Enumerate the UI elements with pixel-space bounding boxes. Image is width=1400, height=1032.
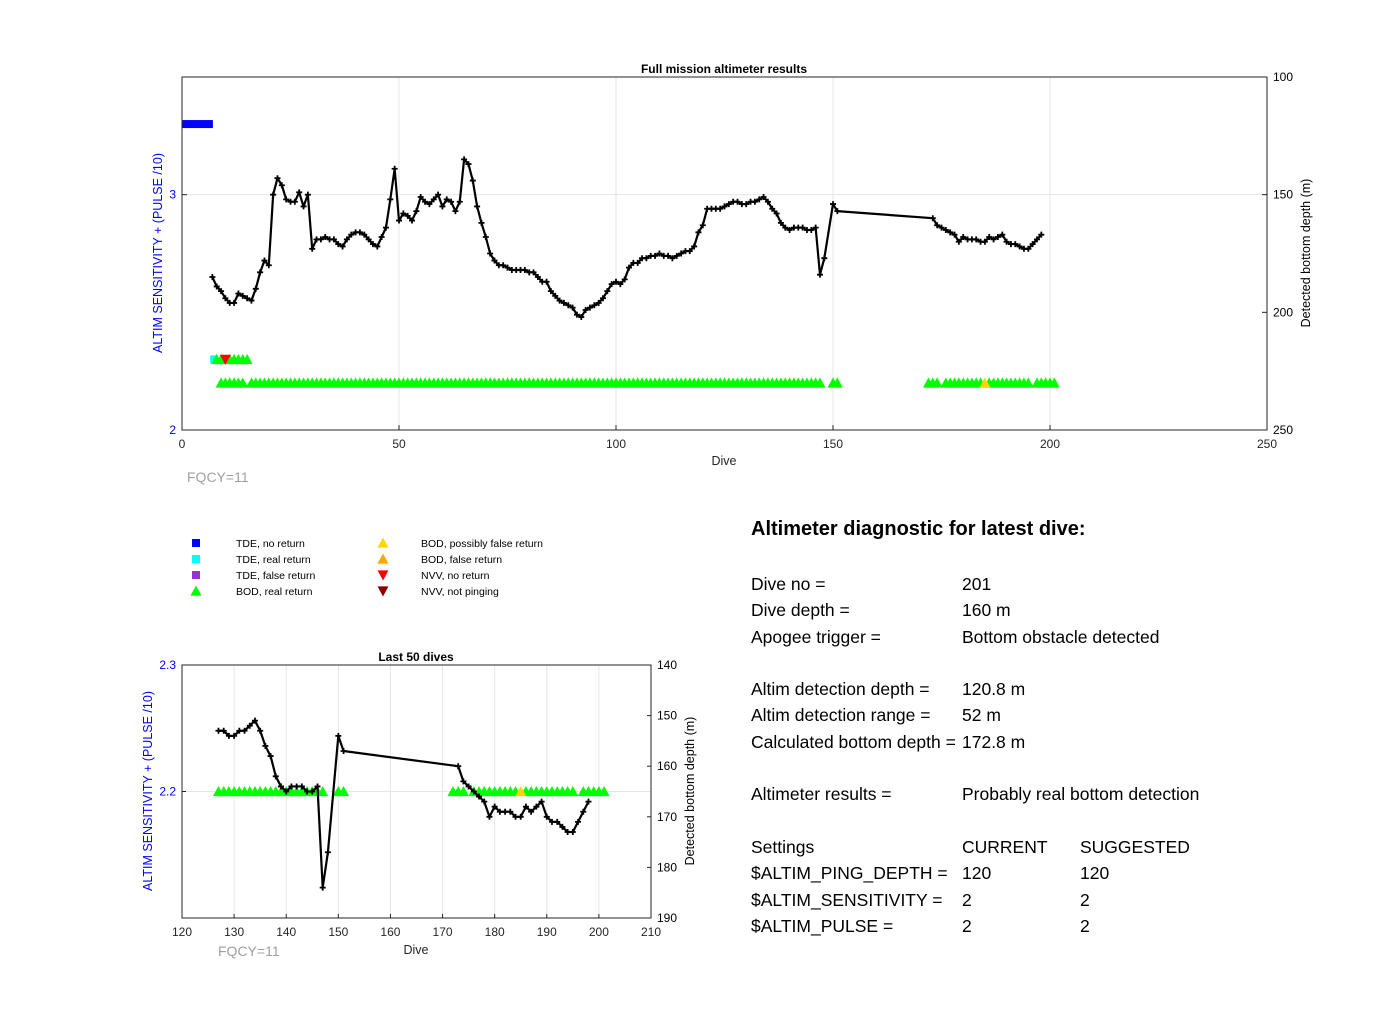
x-tick-label: 170: [432, 925, 453, 939]
diag-row-detection-depth: [751, 676, 1371, 702]
diag-value: 120.8 m: [962, 679, 1026, 700]
top-chart-title: Full mission altimeter results: [640, 62, 808, 76]
legend-triangle-down-icon: [378, 586, 389, 596]
x-tick-label: 150: [328, 925, 349, 939]
settings-suggested-header: SUGGESTED: [1080, 836, 1190, 857]
y-right-tick-label: 150: [657, 708, 678, 723]
setting-suggested: 2: [1080, 915, 1090, 936]
tde-no-return-marker: [195, 120, 200, 128]
bottom-y-right-label: Detected bottom depth (m): [683, 716, 697, 866]
diag-key: Dive no =: [751, 574, 826, 594]
x-tick-label: 200: [1039, 437, 1061, 451]
top-fqcy-label: FQCY=11: [187, 469, 249, 485]
y-right-tick-label: 200: [1273, 305, 1294, 320]
legend-square-icon: [192, 539, 200, 547]
diag-row-detection-range: [751, 702, 1371, 728]
x-tick-label: 190: [536, 925, 557, 939]
diagnostic-title: Altimeter diagnostic for latest dive:: [751, 518, 1086, 540]
top-x-axis-label: Dive: [711, 454, 737, 468]
x-tick-label: 250: [1256, 437, 1278, 451]
legend-label: NVV, no return: [421, 570, 490, 582]
y-right-tick-label: 150: [1273, 187, 1294, 202]
diag-key: Altimeter results =: [751, 784, 892, 805]
y-right-tick-label: 250: [1273, 423, 1294, 437]
legend-triangle-up-icon: [378, 538, 389, 548]
diag-value: Bottom obstacle detected: [962, 626, 1160, 647]
diag-value: 201: [962, 574, 992, 594]
x-tick-label: 100: [605, 437, 627, 451]
diag-key: Altim detection depth =: [751, 679, 930, 700]
y-right-tick-label: 100: [1273, 70, 1294, 84]
x-tick-label: 130: [224, 925, 245, 939]
legend-label: TDE, real return: [236, 554, 311, 566]
setting-row-sensitivity: [751, 887, 1371, 913]
diag-value: 52 m: [962, 705, 1001, 726]
y-right-tick-label: 190: [657, 911, 678, 925]
x-tick-label: 120: [171, 925, 193, 939]
bottom-x-axis-label: Dive: [403, 943, 429, 957]
x-tick-label: 180: [484, 925, 505, 939]
diag-row-dive-no: [751, 571, 1371, 597]
legend: [191, 538, 544, 599]
diag-key: Dive depth =: [751, 600, 850, 621]
setting-current: 2: [962, 889, 972, 910]
x-tick-label: 160: [380, 925, 401, 939]
diag-value: Probably real bottom detection: [962, 784, 1200, 805]
diag-key: Calculated bottom depth =: [751, 731, 956, 752]
settings-header-label: Settings: [751, 836, 815, 857]
full-mission-chart: [151, 62, 1313, 485]
diag-value: 172.8 m: [962, 731, 1026, 752]
x-tick-label: 140: [276, 925, 297, 939]
diag-row-apogee-trigger: [751, 624, 1371, 650]
tde-no-return-marker: [204, 120, 209, 128]
setting-row-pulse: [751, 913, 1371, 939]
diag-key: Apogee trigger =: [751, 626, 881, 647]
legend-label: BOD, possibly false return: [421, 538, 543, 550]
legend-triangle-down-icon: [378, 570, 389, 580]
tde-no-return-marker: [186, 120, 191, 128]
y-right-tick-label: 170: [657, 809, 678, 824]
diag-row-calculated-depth: [751, 729, 1371, 755]
tde-no-return-marker: [182, 120, 187, 128]
legend-square-icon: [192, 555, 200, 563]
legend-label: BOD, real return: [236, 586, 313, 598]
setting-row-ping-depth: [751, 860, 1371, 886]
y-left-tick-label: 2: [169, 423, 176, 437]
setting-suggested: 120: [1080, 863, 1110, 884]
x-tick-label: 0: [178, 437, 186, 451]
diag-row-dive-depth: [751, 597, 1371, 623]
legend-square-icon: [192, 571, 200, 579]
diag-row-altimeter-results: [751, 781, 1371, 807]
y-left-tick-label: 3: [169, 187, 176, 202]
legend-label: TDE, false return: [236, 570, 316, 582]
altimeter-diagnostic-panel: [751, 518, 1371, 939]
y-right-tick-label: 160: [657, 759, 678, 774]
y-right-tick-label: 180: [657, 860, 678, 875]
setting-key: $ALTIM_PING_DEPTH =: [751, 863, 948, 884]
y-left-tick-label: 2.2: [159, 784, 176, 799]
tde-no-return-marker: [199, 120, 204, 128]
setting-key: $ALTIM_PULSE =: [751, 915, 894, 936]
setting-current: 120: [962, 863, 992, 884]
bottom-fqcy-label: FQCY=11: [218, 943, 280, 959]
settings-current-header: CURRENT: [962, 836, 1048, 857]
last-50-dives-chart: [141, 650, 697, 959]
legend-triangle-up-icon: [191, 586, 202, 596]
settings-header-row: [751, 834, 1371, 860]
y-left-tick-label: 2.3: [159, 658, 176, 672]
bottom-chart-title: Last 50 dives: [378, 650, 454, 664]
top-y-left-label: ALTIM SENSITIVITY + (PULSE /10): [151, 153, 165, 353]
legend-triangle-up-icon: [378, 554, 389, 564]
legend-label: TDE, no return: [236, 538, 305, 550]
bottom-y-left-label: ALTIM SENSITIVITY + (PULSE /10): [141, 691, 155, 891]
tde-no-return-marker: [208, 120, 213, 128]
top-y-right-label: Detected bottom depth (m): [1299, 178, 1313, 328]
legend-label: BOD, false return: [421, 554, 503, 566]
legend-label: NVV, not pinging: [421, 586, 499, 598]
x-tick-label: 210: [640, 925, 662, 939]
tde-no-return-marker: [191, 120, 196, 128]
setting-current: 2: [962, 915, 972, 936]
diag-key: Altim detection range =: [751, 705, 931, 726]
y-right-tick-label: 140: [657, 658, 678, 672]
x-tick-label: 50: [392, 437, 406, 451]
setting-suggested: 2: [1080, 889, 1090, 910]
diag-value: 160 m: [962, 600, 1011, 621]
setting-key: $ALTIM_SENSITIVITY =: [751, 889, 943, 910]
x-tick-label: 150: [822, 437, 844, 451]
x-tick-label: 200: [588, 925, 609, 939]
